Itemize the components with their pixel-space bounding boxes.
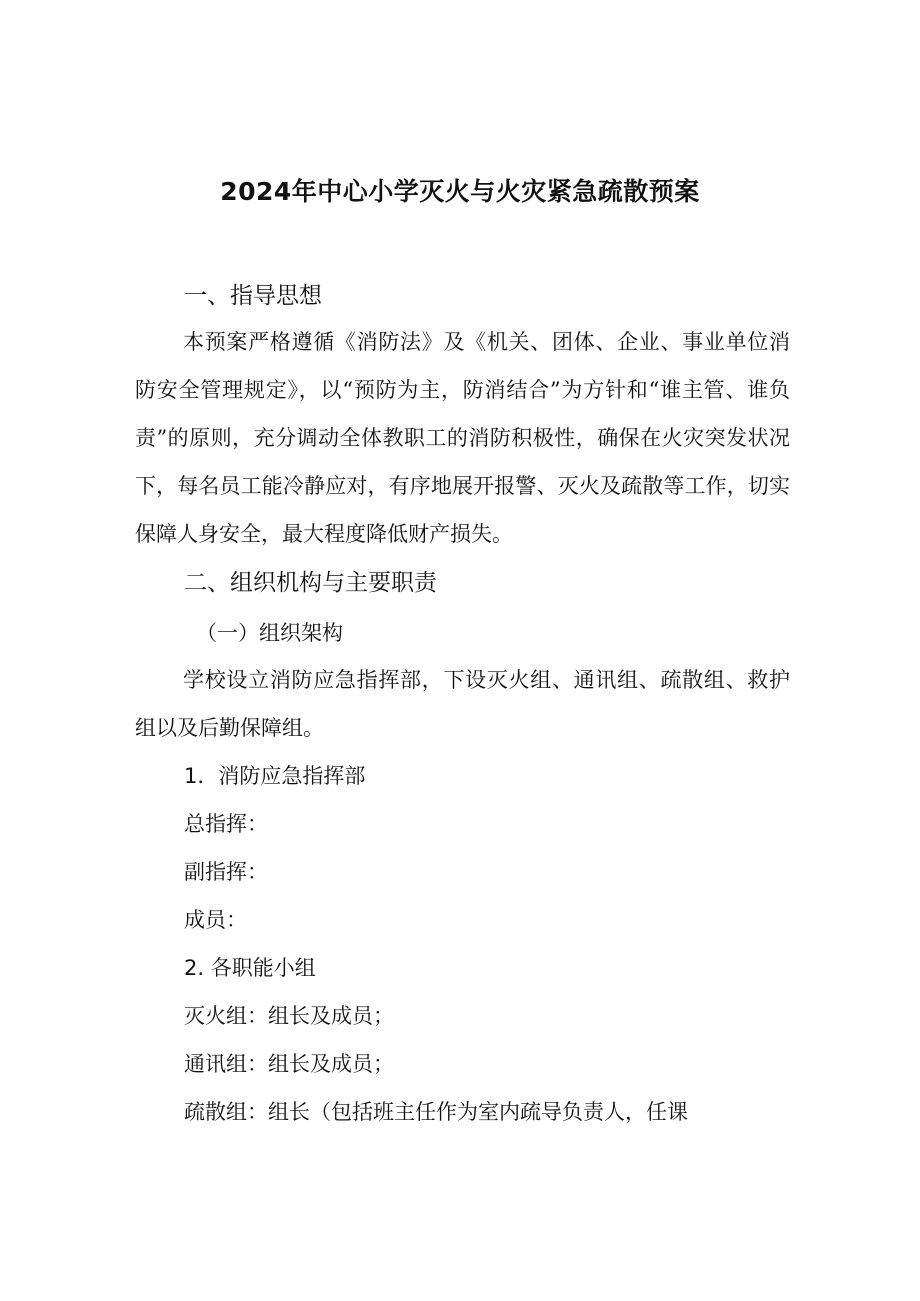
paragraph-structure: 学校设立消防应急指挥部，下设灭火组、通讯组、疏散组、救护组以及后勤保障组。 xyxy=(135,668,790,740)
field-evacuation-group: 疏散组：组长（包括班主任作为室内疏导负责人，任课 xyxy=(184,1100,688,1124)
field-communication-group: 通讯组：组长及成员； xyxy=(184,1052,394,1076)
list-item-functional-groups: 2. 各职能小组 xyxy=(184,956,316,980)
list-item-command-center: 1．消防应急指挥部 xyxy=(184,764,366,788)
field-deputy-commander: 副指挥： xyxy=(184,860,268,884)
field-commander: 总指挥： xyxy=(184,812,268,836)
subsection-heading-structure: （一）组织架构 xyxy=(196,621,343,645)
section-heading-guiding-ideology: 一、指导思想 xyxy=(184,283,322,309)
field-fire-group: 灭火组：组长及成员； xyxy=(184,1004,394,1028)
document-title: 2024年中心小学灭火与火灾紧急疏散预案 xyxy=(220,177,700,206)
field-members: 成员： xyxy=(184,908,247,932)
paragraph-guiding-ideology: 本预案严格遵循《消防法》及《机关、团体、企业、事业单位消防安全管理规定》，以“预防为主，防消结合”为方针和“谁主管、谁负责”的原则，充分调动全体教职工的消防积极性，确保在火灾突发状况下，每名员工能冷静应对，有序地展开报警、灭火及疏散等工作，切实保障人身安全，最大程度降低财产损失。 xyxy=(135,330,790,546)
section-heading-organization: 二、组织机构与主要职责 xyxy=(184,570,437,596)
